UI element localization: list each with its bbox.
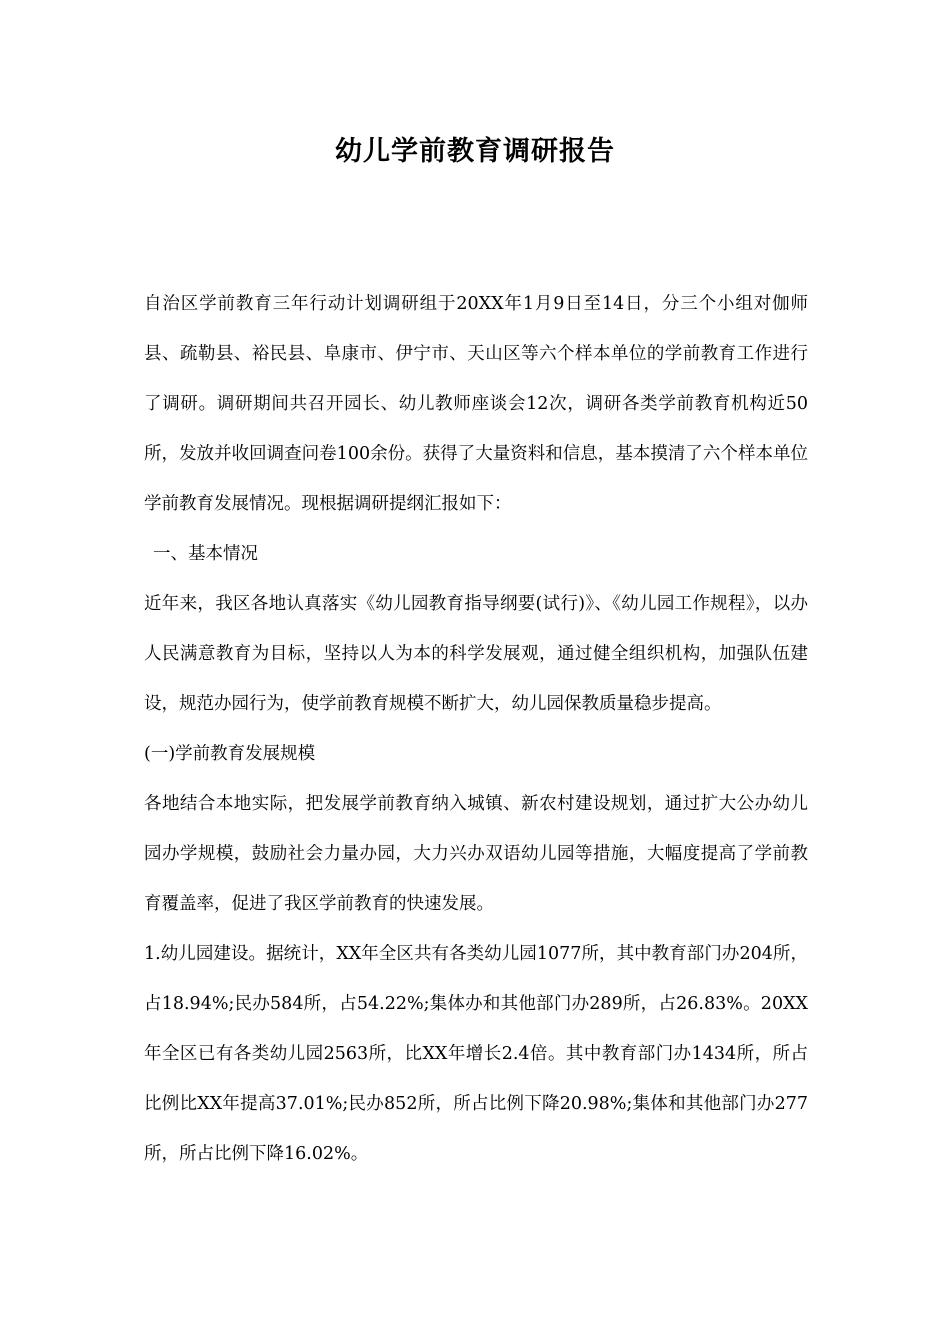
basic-situation-paragraph: 近年来，我区各地认真落实《幼儿园教育指导纲要(试行)》、《幼儿园工作规程》，以办人民满意教育为目标，坚持以人为本的科学发展观，通过健全组织机构，加强队伍建设，规范办园行为，使学前教育规模不断扩大，幼儿园保教质量稳步提高。 <box>144 594 808 714</box>
document-body <box>144 279 808 1179</box>
subsection-heading-scale: (一)学前教育发展规模 <box>144 744 316 764</box>
section-heading-basic-situation: 一、基本情况 <box>153 544 258 564</box>
kindergarten-construction-paragraph: 1.幼儿园建设。据统计，XX年全区共有各类幼儿园1077所，其中教育部门办204所，占18.94%;民办584所，占54.22%;集体办和其他部门办289所，占26.83%。20XX年全区已有各类幼儿园2563所，比XX年增长2.4倍。其中教育部门办1434所，所占比例比XX年提高37.01%;民办852所，所占比例下降20.98%;集体和其他部门办277所，所占比例下降16.02%。 <box>144 944 808 1164</box>
document-title: 幼儿学前教育调研报告 <box>335 136 615 167</box>
intro-paragraph: 自治区学前教育三年行动计划调研组于20XX年1月9日至14日，分三个小组对伽师县、疏勒县、裕民县、阜康市、伊宁市、天山区等六个样本单位的学前教育工作进行了调研。调研期间共召开园长、幼儿教师座谈会12次，调研各类学前教育机构近50所，发放并收回调查问卷100余份。获得了大量资料和信息，基本摸清了六个样本单位学前教育发展情况。现根据调研提纲汇报如下： <box>144 294 808 514</box>
scale-paragraph: 各地结合本地实际，把发展学前教育纳入城镇、新农村建设规划，通过扩大公办幼儿园办学规模，鼓励社会力量办园，大力兴办双语幼儿园等措施，大幅度提高了学前教育覆盖率，促进了我区学前教育的快速发展。 <box>144 794 808 914</box>
